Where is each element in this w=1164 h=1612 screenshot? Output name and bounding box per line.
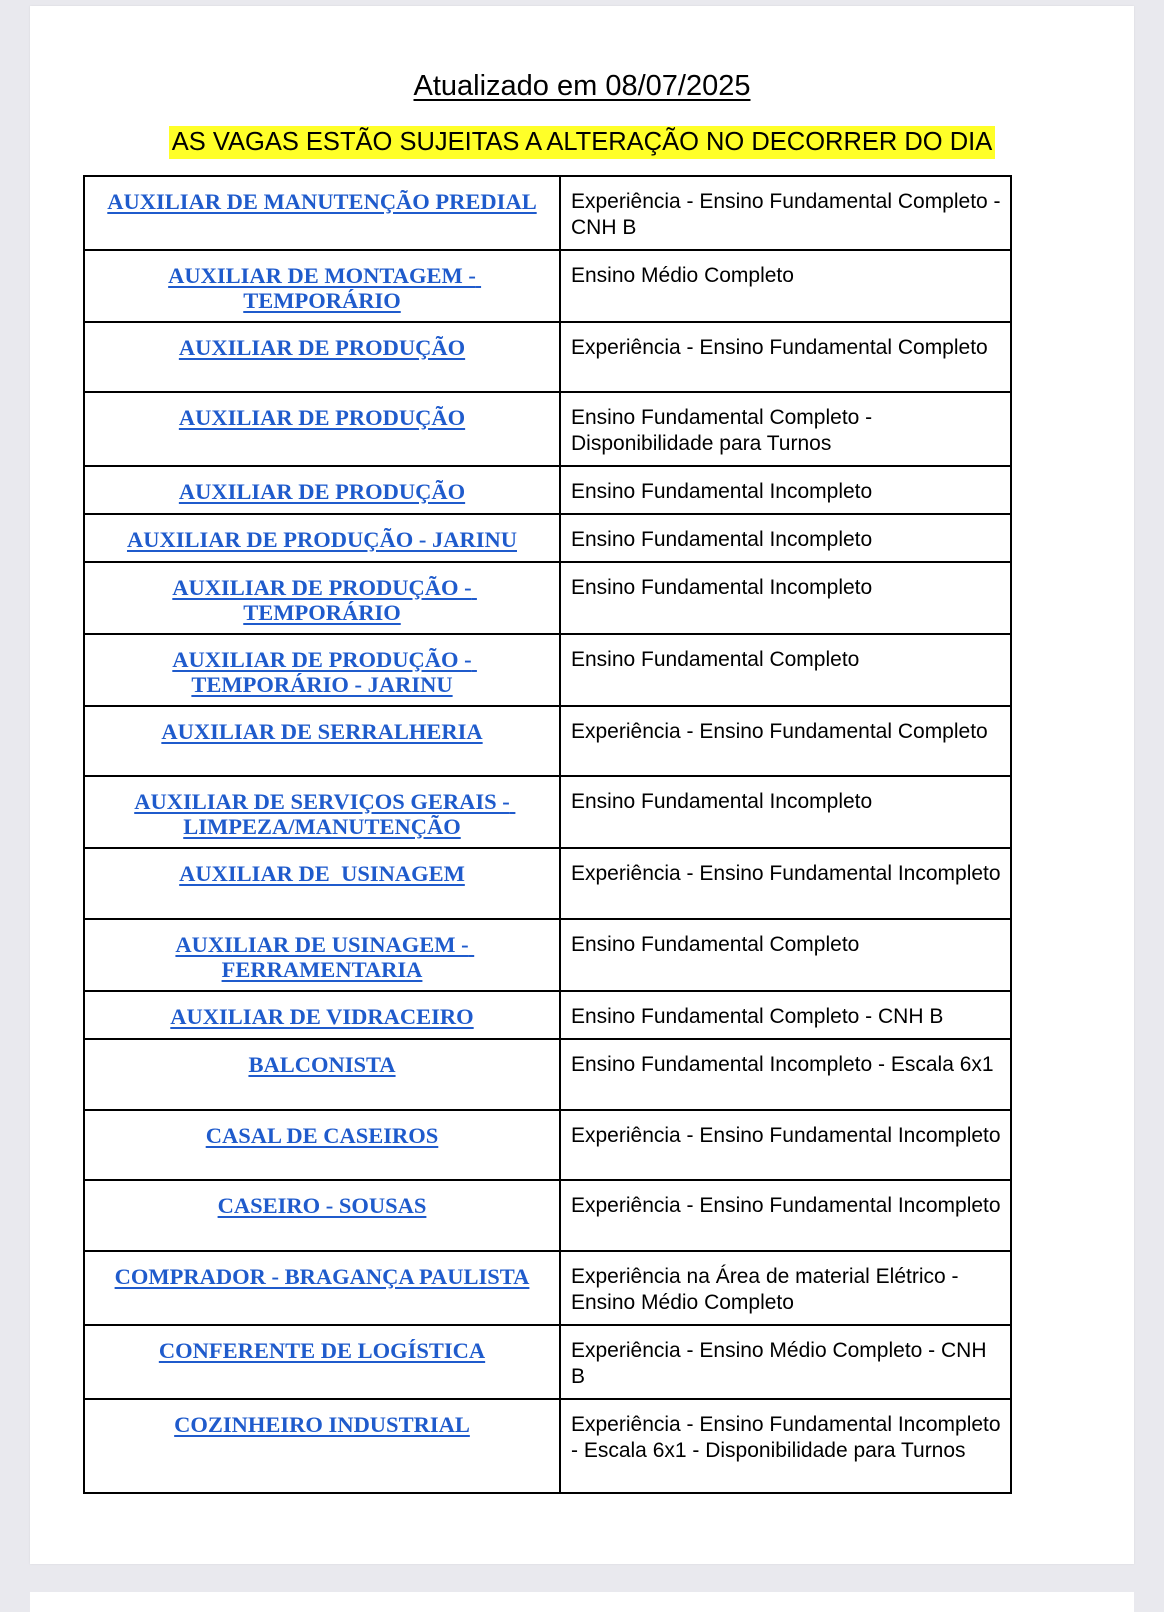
job-row — [84, 706, 1011, 776]
job-title-link[interactable]: COZINHEIRO INDUSTRIAL — [174, 1412, 470, 1437]
job-title-link[interactable]: AUXILIAR DE PRODUÇÃO — [178, 405, 466, 430]
job-title-cell — [84, 250, 560, 322]
job-title-link[interactable]: AUXILIAR DE SERRALHERIA — [161, 719, 483, 744]
updated-date-heading: Atualizado em 08/07/2025 — [413, 70, 751, 102]
job-title-cell — [84, 919, 560, 991]
job-title-cell — [84, 706, 560, 776]
job-row — [84, 1399, 1011, 1493]
job-title-link[interactable]: AUXILIAR DE USINAGEM — [179, 861, 465, 886]
job-title-link[interactable]: CONFERENTE DE LOGÍSTICA — [158, 1338, 486, 1363]
job-title-cell — [84, 392, 560, 466]
job-requirements: Experiência - Ensino Fundamental Incompleto — [560, 1110, 1011, 1180]
job-row — [84, 392, 1011, 466]
job-requirements: Ensino Fundamental Incompleto — [560, 466, 1011, 514]
job-requirements: Ensino Fundamental Completo — [560, 634, 1011, 706]
job-row — [84, 562, 1011, 634]
job-title-link[interactable]: COMPRADOR - BRAGANÇA PAULISTA — [114, 1264, 530, 1289]
job-title-link[interactable]: AUXILIAR DE PRODUÇÃO - TEMPORÁRIO — [172, 575, 477, 625]
job-title-link[interactable]: BALCONISTA — [248, 1052, 396, 1077]
job-title-cell — [84, 1399, 560, 1493]
job-title-cell — [84, 776, 560, 848]
job-title-link[interactable]: AUXILIAR DE PRODUÇÃO - JARINU — [126, 527, 517, 552]
job-requirements: Experiência na Área de material Elétrico - Ensino Médio Completo — [560, 1251, 1011, 1325]
job-title-cell — [84, 514, 560, 562]
job-row — [84, 466, 1011, 514]
job-title-link[interactable]: CASAL DE CASEIROS — [205, 1123, 439, 1148]
job-title-link[interactable]: AUXILIAR DE PRODUÇÃO — [178, 479, 466, 504]
job-row — [84, 919, 1011, 991]
job-row — [84, 250, 1011, 322]
job-requirements: Ensino Fundamental Incompleto — [560, 776, 1011, 848]
job-row — [84, 176, 1011, 250]
job-title-link[interactable]: AUXILIAR DE MONTAGEM - TEMPORÁRIO — [168, 263, 482, 313]
job-requirements: Experiência - Ensino Médio Completo - CNH B — [560, 1325, 1011, 1399]
job-row — [84, 991, 1011, 1039]
notice-text: AS VAGAS ESTÃO SUJEITAS A ALTERAÇÃO NO DECORRER DO DIA — [169, 126, 995, 159]
job-requirements: Ensino Fundamental Completo — [560, 919, 1011, 991]
job-title-cell — [84, 991, 560, 1039]
job-row — [84, 1325, 1011, 1399]
job-row — [84, 776, 1011, 848]
job-requirements: Experiência - Ensino Fundamental Completo — [560, 322, 1011, 392]
job-title-link[interactable]: AUXILIAR DE VIDRACEIRO — [170, 1004, 474, 1029]
job-title-link[interactable]: CASEIRO - SOUSAS — [217, 1193, 427, 1218]
job-row — [84, 634, 1011, 706]
job-row — [84, 848, 1011, 919]
job-row — [84, 1039, 1011, 1110]
job-title-cell — [84, 1180, 560, 1251]
job-requirements: Ensino Médio Completo — [560, 250, 1011, 322]
job-title-link[interactable]: AUXILIAR DE PRODUÇÃO — [178, 335, 466, 360]
notice-banner — [0, 126, 1164, 159]
job-row — [84, 1180, 1011, 1251]
job-title-cell — [84, 1110, 560, 1180]
job-requirements: Experiência - Ensino Fundamental Incompleto — [560, 1180, 1011, 1251]
job-title-cell — [84, 848, 560, 919]
job-requirements: Ensino Fundamental Incompleto - Escala 6x1 — [560, 1039, 1011, 1110]
job-title-cell — [84, 322, 560, 392]
job-requirements: Experiência - Ensino Fundamental Incompleto - Escala 6x1 - Disponibilidade para Turnos — [560, 1399, 1011, 1493]
job-row — [84, 1251, 1011, 1325]
job-requirements: Ensino Fundamental Incompleto — [560, 514, 1011, 562]
job-title-cell — [84, 1039, 560, 1110]
job-requirements: Experiência - Ensino Fundamental Completo — [560, 706, 1011, 776]
job-title-link[interactable]: AUXILIAR DE MANUTENÇÃO PREDIAL — [107, 189, 537, 214]
job-title-cell — [84, 1251, 560, 1325]
job-requirements: Ensino Fundamental Completo - Disponibilidade para Turnos — [560, 392, 1011, 466]
job-title-cell — [84, 1325, 560, 1399]
next-page-edge — [30, 1592, 1134, 1612]
job-requirements: Ensino Fundamental Incompleto — [560, 562, 1011, 634]
job-requirements: Ensino Fundamental Completo - CNH B — [560, 991, 1011, 1039]
job-requirements: Experiência - Ensino Fundamental Incompleto — [560, 848, 1011, 919]
job-title-cell — [84, 466, 560, 514]
job-openings-table — [83, 175, 1012, 1494]
job-title-cell — [84, 176, 560, 250]
job-row — [84, 322, 1011, 392]
job-requirements: Experiência - Ensino Fundamental Completo - CNH B — [560, 176, 1011, 250]
job-title-cell — [84, 634, 560, 706]
job-row — [84, 514, 1011, 562]
job-title-link[interactable]: AUXILIAR DE PRODUÇÃO - TEMPORÁRIO - JARINU — [172, 647, 477, 697]
job-title-link[interactable]: AUXILIAR DE SERVIÇOS GERAIS - LIMPEZA/MANUTENÇÃO — [134, 789, 516, 839]
job-row — [84, 1110, 1011, 1180]
job-title-cell — [84, 562, 560, 634]
job-title-link[interactable]: AUXILIAR DE USINAGEM - FERRAMENTARIA — [175, 932, 475, 982]
